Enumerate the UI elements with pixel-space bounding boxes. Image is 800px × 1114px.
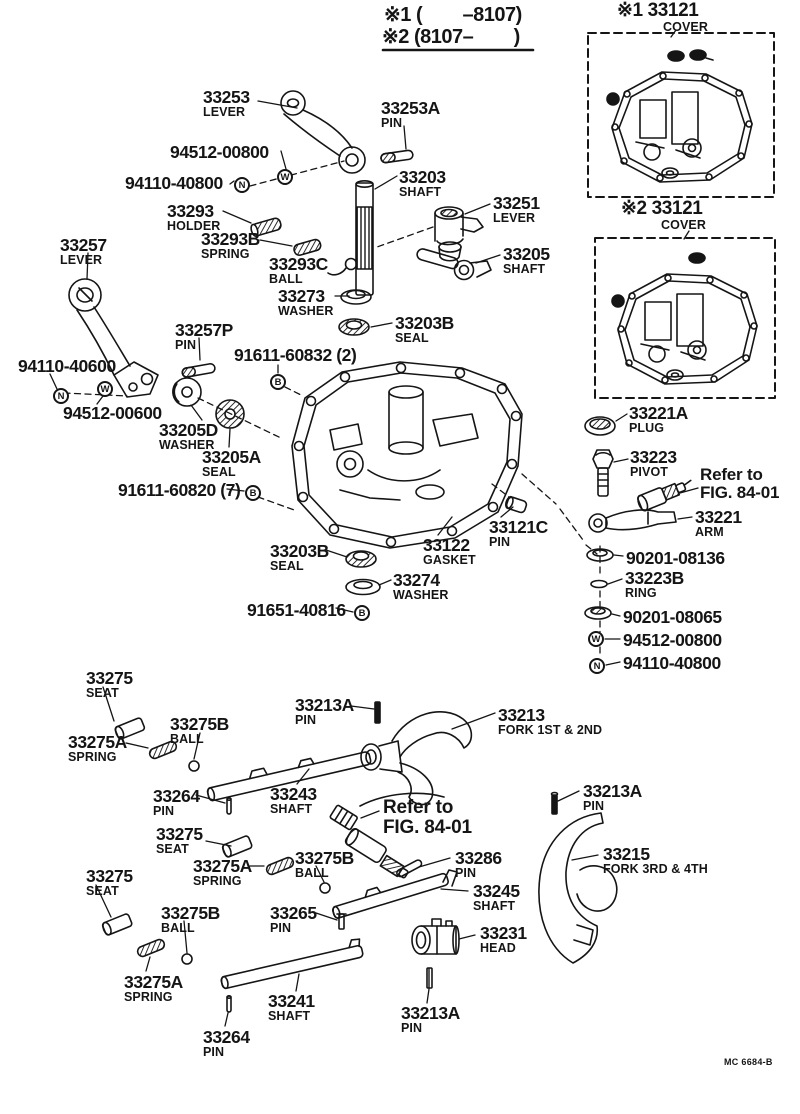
part-name: SEAT (156, 842, 189, 857)
part-name: SEAL (395, 331, 429, 346)
part-name: PIN (153, 804, 175, 819)
part-number: 91651-40816 (247, 600, 346, 620)
part-33213a-pin-3 (427, 968, 432, 988)
part-33251-lever (435, 207, 483, 261)
label-33241-shaft (268, 992, 315, 1023)
part-number: ※2 33121 (621, 198, 703, 219)
part-33257-lever (69, 279, 158, 397)
part-name: PIN (381, 116, 403, 131)
part-number: 33245 (473, 881, 520, 901)
label-91651-40816 (247, 601, 346, 619)
part-name: SHAFT (473, 899, 516, 914)
label-33275b-ball-1 (170, 715, 229, 746)
label-91611-60832 (234, 346, 356, 364)
part-33275-seat-2 (221, 835, 252, 858)
part-name: SHAFT (270, 802, 313, 817)
part-number: 33213A (583, 781, 642, 801)
label-33275-seat-2 (156, 825, 203, 856)
part-number: 33273 (278, 286, 325, 306)
part-33203-shaft (356, 181, 373, 295)
part-33231-head (412, 919, 459, 954)
part-name: PIN (489, 535, 511, 550)
part-33275b-ball-1 (189, 761, 199, 771)
part-33274-washer (346, 580, 380, 595)
part-name: SEAT (86, 884, 119, 899)
part-33275a-spring-2 (265, 856, 295, 876)
label-33203-shaft (399, 168, 446, 199)
part-number: 33257P (175, 320, 233, 340)
part-name: HOLDER (167, 219, 221, 234)
label-33257-lever (60, 236, 107, 267)
nut-marker-n-right: N (589, 658, 605, 674)
label-33221a-plug (629, 404, 688, 435)
label-refer-fig-84-01-lower (383, 798, 472, 838)
label-33215-fork (603, 845, 708, 876)
part-name: SHAFT (268, 1009, 311, 1024)
part-number: 33265 (270, 903, 317, 923)
label-33293b-spring (201, 230, 260, 261)
part-name: SPRING (124, 990, 173, 1005)
part-name: FORK 3RD & 4TH (603, 862, 708, 877)
label-33264-pin-1 (153, 787, 200, 818)
part-number: 33293 (167, 201, 214, 221)
part-33215-fork-3rd-4th (539, 813, 617, 963)
part-number: 33275 (156, 824, 203, 844)
part-33203b-seal-bottom (346, 551, 376, 567)
part-name: PIN (295, 713, 317, 728)
part-number: 33253A (381, 98, 440, 118)
part-name: LEVER (493, 211, 536, 226)
part-33205d-washer (173, 378, 201, 406)
label-33213-fork (498, 706, 602, 737)
label-33223b-ring (625, 569, 684, 600)
part-33121-cover-1 (607, 50, 752, 182)
part-number: 94110-40800 (623, 653, 721, 673)
part-name: BALL (269, 272, 303, 287)
label-33221-arm (695, 508, 742, 539)
part-number: 33223 (630, 447, 677, 467)
part-number: 33203 (399, 167, 446, 187)
label-94110-40800-right (623, 654, 721, 672)
part-name: PIN (203, 1045, 225, 1060)
label-94110-40800-top (125, 174, 223, 192)
part-name: PLUG (629, 421, 665, 436)
part-name: ARM (695, 525, 724, 540)
label-33286-pin (455, 849, 502, 880)
label-33253-lever (203, 88, 250, 119)
label-33293c-ball (269, 255, 328, 286)
washer-marker-w-left: W (97, 381, 113, 397)
part-number: 33213A (295, 695, 354, 715)
label-33275a-spring-1 (68, 733, 127, 764)
part-number: 33203B (270, 541, 329, 561)
part-33121-cover-2 (612, 253, 757, 384)
label-94110-40600 (18, 357, 116, 375)
label-33275-seat-1 (86, 669, 133, 700)
part-number: 33293B (201, 229, 260, 249)
part-name: HEAD (480, 941, 516, 956)
part-number: 33231 (480, 923, 527, 943)
part-number: 33251 (493, 193, 540, 213)
part-name: SPRING (193, 874, 242, 889)
plate-code: MC 6684-B (724, 1057, 773, 1067)
bolt-marker-b-60820: B (245, 485, 261, 501)
washer-marker-w-right: W (588, 631, 604, 647)
part-number: 33253 (203, 87, 250, 107)
part-number: 33205D (159, 420, 218, 440)
refer-fig: FIG. 84-01 (700, 482, 780, 502)
part-33221a-plug (585, 417, 615, 435)
part-backup-switch-upper (636, 476, 695, 512)
label-33257p-pin (175, 321, 233, 352)
label-33231-head (480, 924, 527, 955)
label-33273-washer (278, 287, 333, 318)
part-number: 94512-00800 (170, 142, 269, 162)
label-33122-gasket (423, 536, 476, 567)
part-number: 33275 (86, 866, 133, 886)
washer-marker-w-top: W (277, 169, 293, 185)
refer-text: Refer to (383, 797, 454, 818)
part-number: 33213A (401, 1003, 460, 1023)
part-name: RING (625, 586, 657, 601)
part-name: PIN (270, 921, 292, 936)
part-33275b-ball-2 (320, 883, 330, 893)
refer-fig: FIG. 84-01 (383, 816, 472, 838)
label-33205a-seal (202, 448, 261, 479)
part-33203b-seal-top (339, 319, 369, 335)
part-33223b-ring (591, 581, 607, 588)
part-number: 33203B (395, 313, 454, 333)
part-33293c-ball (328, 259, 357, 275)
part-name: SEAL (270, 559, 304, 574)
part-number: 94512-00800 (623, 630, 722, 650)
part-number: 33264 (153, 786, 200, 806)
part-number: 33275A (193, 856, 252, 876)
label-refer-fig-84-01-upper (700, 466, 779, 501)
label-33213a-pin-1 (295, 696, 354, 727)
part-number: 33205A (202, 447, 261, 467)
label-33213a-pin-3 (401, 1004, 460, 1035)
part-number: 33274 (393, 570, 440, 590)
part-number: 33275B (161, 903, 220, 923)
part-number: 33275B (170, 714, 229, 734)
label-33121c-pin (489, 518, 548, 549)
part-number: 33264 (203, 1027, 250, 1047)
part-number: 33205 (503, 244, 550, 264)
part-33253a-pin (380, 150, 413, 163)
part-90201-08065-washer (585, 607, 611, 619)
part-33264-pin-2 (227, 996, 231, 1012)
part-33122-gasket-housing (292, 362, 522, 548)
part-33221-arm (589, 510, 676, 532)
part-33241-shaft (219, 938, 364, 989)
label-94512-00600 (63, 404, 162, 422)
nut-marker-n-left: N (53, 388, 69, 404)
part-name: LEVER (203, 105, 246, 120)
label-33275a-spring-2 (193, 857, 252, 888)
nut-marker-n-top: N (234, 177, 250, 193)
part-number: 91611-60832 (2) (234, 345, 357, 365)
label-94512-00800-top (170, 143, 269, 161)
part-33275-seat-3 (101, 913, 132, 936)
part-name: LEVER (60, 253, 103, 268)
part-name: WASHER (159, 438, 215, 453)
part-name: GASKET (423, 553, 476, 568)
label-33275a-spring-3 (124, 973, 183, 1004)
part-33265-pin (337, 914, 346, 929)
part-number: 33257 (60, 235, 107, 255)
part-number: 33223B (625, 568, 684, 588)
part-33253-lever (281, 91, 365, 173)
label-33213a-pin-2 (583, 782, 642, 813)
label-33203b-seal-bottom (270, 542, 329, 573)
label-33275b-ball-3 (161, 904, 220, 935)
label-90201-08136 (626, 549, 725, 567)
part-name: SPRING (68, 750, 117, 765)
part-number: 33221 (695, 507, 742, 527)
part-number: 33243 (270, 784, 317, 804)
part-number: 33275A (68, 732, 127, 752)
part-33275b-ball-3 (182, 954, 192, 964)
part-name: SPRING (201, 247, 250, 262)
refer-text: Refer to (700, 465, 763, 484)
part-number: 33121C (489, 517, 548, 537)
label-33205-shaft (503, 245, 550, 276)
part-number: 33275 (86, 668, 133, 688)
part-33275a-spring-3 (136, 938, 166, 958)
bolt-marker-b-40816: B (354, 605, 370, 621)
label-33121-cover-2 (621, 199, 706, 232)
part-name: SHAFT (399, 185, 442, 200)
part-name: PIN (583, 799, 605, 814)
part-number: 33122 (423, 535, 470, 555)
part-name: PIN (401, 1021, 423, 1036)
label-33245-shaft (473, 882, 520, 913)
part-33213a-pin-1 (375, 702, 380, 723)
part-number: 33215 (603, 844, 650, 864)
part-name: SHAFT (503, 262, 546, 277)
part-name: BALL (161, 921, 195, 936)
part-number: 90201-08136 (626, 548, 725, 568)
part-number: 33275A (124, 972, 183, 992)
label-33275b-ball-2 (295, 849, 354, 880)
part-number: 33221A (629, 403, 688, 423)
label-90201-08065 (623, 608, 722, 626)
part-number: 33286 (455, 848, 502, 868)
part-number: ※1 33121 (617, 0, 699, 21)
label-33274-washer (393, 571, 448, 602)
label-94512-00800-right (623, 631, 722, 649)
part-name: PIN (175, 338, 197, 353)
part-33257p-pin (182, 363, 216, 378)
part-name: PIN (455, 866, 477, 881)
part-name: SEAT (86, 686, 119, 701)
header-note-1: ※1 ( –8107) (384, 4, 522, 26)
part-name: COVER (661, 217, 706, 232)
part-name: WASHER (393, 588, 449, 603)
label-33121-cover-1 (617, 1, 708, 34)
part-number: 94512-00600 (63, 403, 162, 423)
part-name: BALL (295, 866, 329, 881)
bolt-marker-b-60832: B (270, 374, 286, 390)
part-number: 91611-60820 (7) (118, 480, 241, 500)
label-33265-pin (270, 904, 317, 935)
part-33223-pivot (593, 450, 613, 496)
part-name: BALL (170, 732, 204, 747)
part-number: 90201-08065 (623, 607, 722, 627)
label-33251-lever (493, 194, 540, 225)
part-number: 94110-40600 (18, 356, 116, 376)
label-91611-60820 (118, 481, 240, 499)
header-note-2: ※2 (8107– ) (382, 26, 520, 48)
part-name: FORK 1ST & 2ND (498, 723, 603, 738)
part-number: 33275B (295, 848, 354, 868)
part-33264-pin-1 (227, 798, 231, 814)
part-number: 33213 (498, 705, 545, 725)
label-33264-pin-2 (203, 1028, 250, 1059)
part-number: 33293C (269, 254, 328, 274)
part-33213a-pin-2 (552, 793, 558, 815)
label-33243-shaft (270, 785, 317, 816)
label-33253a-pin (381, 99, 440, 130)
label-33223-pivot (630, 448, 677, 479)
part-name: WASHER (278, 304, 334, 319)
part-33213-fork-1st-2nd (361, 712, 471, 805)
part-name: SEAL (202, 465, 236, 480)
part-number: 94110-40800 (125, 173, 223, 193)
part-name: PIVOT (630, 465, 669, 480)
part-number: 33241 (268, 991, 315, 1011)
label-33275-seat-3 (86, 867, 133, 898)
label-33203b-seal-top (395, 314, 454, 345)
part-name: COVER (663, 19, 708, 34)
